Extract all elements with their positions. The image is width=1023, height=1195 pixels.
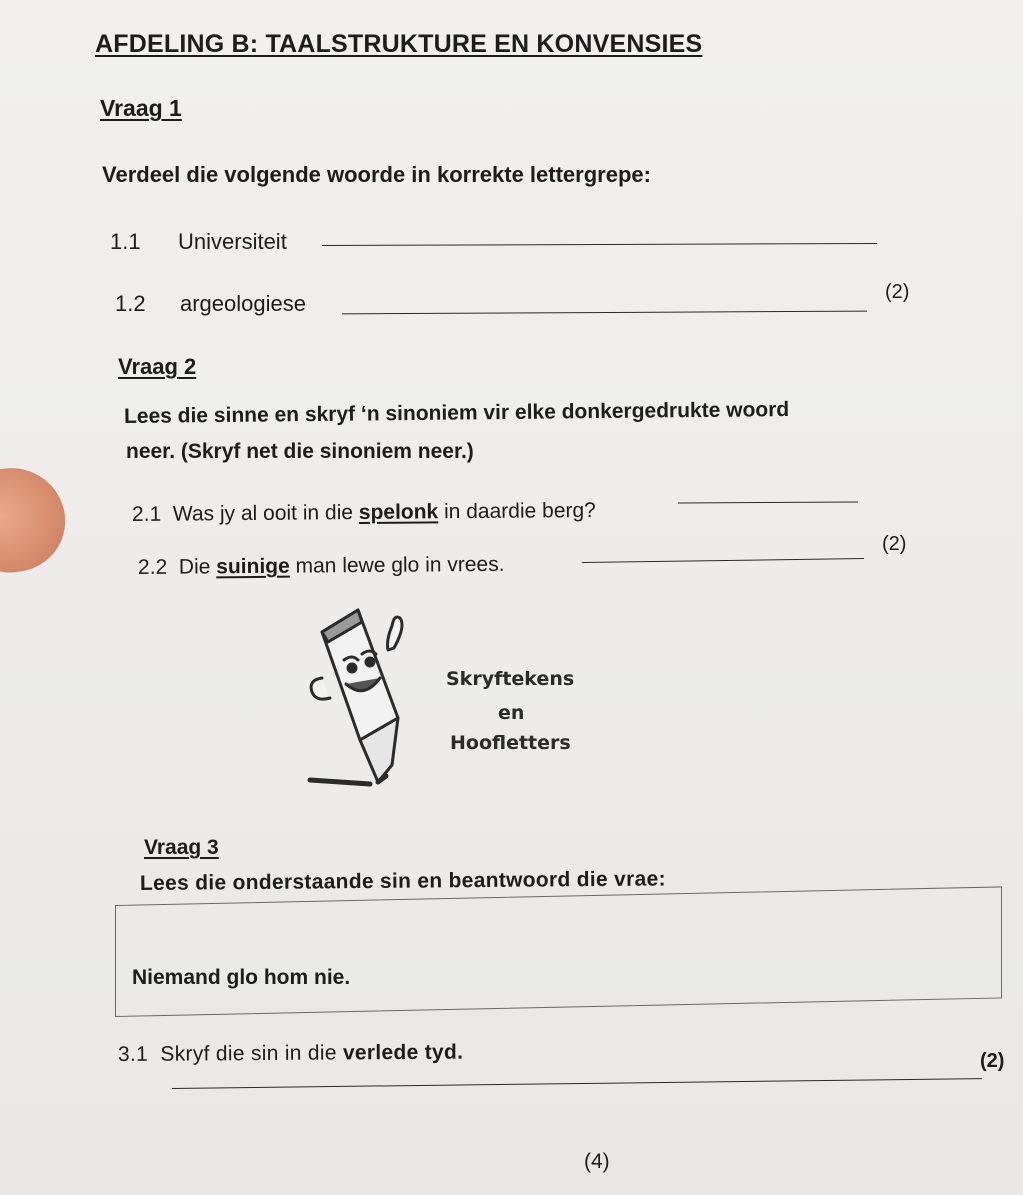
q3-item-number: 3.1 <box>117 1042 149 1066</box>
q1-item-number: 1.1 <box>110 229 141 254</box>
q2-item-number: 2.1 <box>131 502 162 526</box>
q3-item-text: Skryf die sin in die <box>160 1041 343 1066</box>
answer-line[interactable] <box>582 558 864 563</box>
answer-line[interactable] <box>342 311 867 315</box>
q1-marks: (2) <box>885 281 910 303</box>
section-heading: AFDELING B: TAALSTRUKTURE EN KONVENSIES <box>95 30 703 58</box>
q2-item-text-after: man lewe glo in vrees. <box>289 552 505 578</box>
q3-item-marks: (2) <box>980 1050 1005 1072</box>
q2-heading: Vraag 2 <box>118 354 197 379</box>
q1-item-number: 1.2 <box>115 291 146 316</box>
q3-heading: Vraag 3 <box>144 836 219 859</box>
q3-item-1 <box>118 1041 463 1067</box>
q3-instruction: Lees die onderstaande sin en beantwoord die vrae: <box>139 867 666 895</box>
q2-item-2 <box>138 553 505 580</box>
q1-item-word: Universiteit <box>178 229 287 254</box>
q2-item-text-before: Die <box>178 555 217 579</box>
clipart-line2: en <box>498 702 525 724</box>
q2-item-number: 2.2 <box>137 555 168 579</box>
q3-total-marks: (4) <box>584 1150 610 1173</box>
q2-instruction-line1: Lees die sinne en skryf ‘n sinoniem vir elke donkergedrukte woord <box>123 398 790 428</box>
q2-marks: (2) <box>882 533 907 555</box>
q1-item-word: argeologiese <box>180 291 306 316</box>
answer-line[interactable] <box>322 243 877 246</box>
q2-bold-word: suinige <box>216 554 290 579</box>
q2-item-1 <box>132 499 596 527</box>
clipart-line1: Skryftekens <box>446 668 575 690</box>
finger-photo-artifact <box>0 461 72 579</box>
q1-instruction: Verdeel die volgende woorde in korrekte lettergrepe: <box>102 162 651 187</box>
answer-line[interactable] <box>678 502 858 504</box>
q2-item-text-after: in daardie berg? <box>438 498 596 524</box>
sentence-box <box>115 886 1002 1017</box>
pencil-mascot-icon <box>300 600 440 800</box>
q2-instruction-line2: neer. (Skryf net die sinoniem neer.) <box>126 440 474 463</box>
clipart-skryftekens <box>300 600 620 800</box>
answer-line[interactable] <box>172 1078 982 1089</box>
q3-bold-phrase: verlede tyd. <box>342 1040 464 1065</box>
q2-item-text-before: Was jy al ooit in die <box>172 501 359 526</box>
q3-box-sentence: Niemand glo hom nie. <box>132 966 351 989</box>
q1-heading: Vraag 1 <box>100 95 182 121</box>
q2-bold-word: spelonk <box>358 500 439 525</box>
clipart-line3: Hoofletters <box>450 732 571 754</box>
